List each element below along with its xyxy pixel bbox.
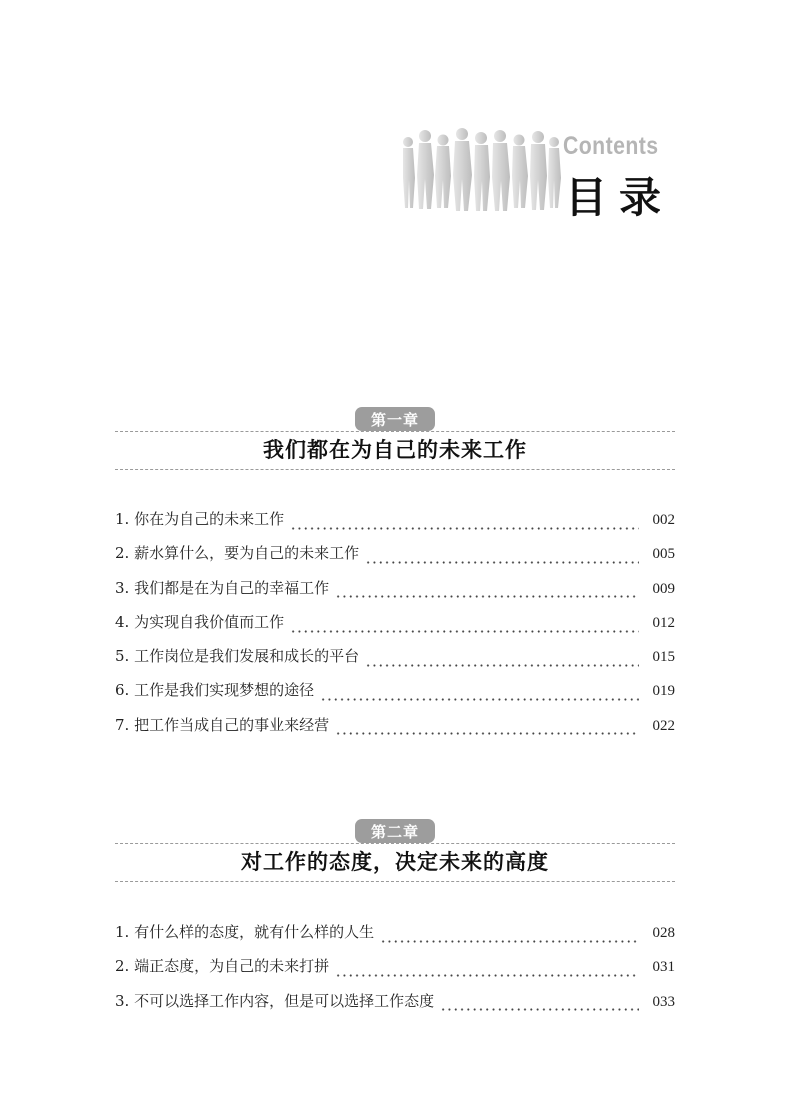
dot-leader xyxy=(290,527,639,530)
entry-title: 工作岗位是我们发展和成长的平台 xyxy=(134,647,360,666)
dot-leader xyxy=(335,732,639,735)
entry-number: 1. xyxy=(115,510,130,528)
chapter-title: 对工作的态度，决定未来的高度 xyxy=(241,849,549,874)
dot-leader xyxy=(320,698,639,701)
entry-number: 6. xyxy=(115,681,130,700)
toc-entry[interactable] xyxy=(115,611,675,645)
entry-title: 不可以选择工作内容，但是可以选择工作态度 xyxy=(134,991,435,1010)
page-number: 019 xyxy=(652,683,675,700)
dot-leader xyxy=(440,1008,639,1011)
divider xyxy=(115,881,675,882)
entry-title: 薪水算什么，要为自己的未来工作 xyxy=(134,544,360,563)
toc-list xyxy=(115,508,675,748)
entry-title: 工作是我们实现梦想的途径 xyxy=(134,681,315,700)
entry-title: 把工作当成自己的事业来经营 xyxy=(134,715,330,734)
dot-leader xyxy=(365,664,639,667)
page-number: 031 xyxy=(652,959,675,976)
toc-entry[interactable] xyxy=(115,577,675,611)
page-number: 005 xyxy=(652,546,675,563)
entry-title: 你在为自己的未来工作 xyxy=(134,510,285,528)
page-title: 目录 xyxy=(565,173,674,222)
divider xyxy=(115,431,675,432)
toc-list xyxy=(115,921,675,1024)
entry-number: 1. xyxy=(115,923,130,941)
entry-number: 2. xyxy=(115,544,130,563)
entry-number: 5. xyxy=(115,647,130,666)
page-number: 012 xyxy=(652,614,675,631)
dot-leader xyxy=(380,940,639,943)
page-number: 002 xyxy=(652,512,675,528)
crowd-silhouette-icon xyxy=(395,128,565,220)
chapter-badge: 第二章 xyxy=(355,819,435,843)
dot-leader xyxy=(365,561,639,564)
chapter-badge: 第一章 xyxy=(355,407,435,431)
entry-title: 有什么样的态度，就有什么样的人生 xyxy=(134,923,375,941)
page-number: 009 xyxy=(652,580,675,597)
page-number: 022 xyxy=(652,717,675,734)
entry-number: 2. xyxy=(115,957,130,976)
toc-entry[interactable] xyxy=(115,955,675,989)
entry-number: 4. xyxy=(115,612,130,631)
dot-leader xyxy=(290,630,639,633)
toc-entry[interactable] xyxy=(115,990,675,1024)
divider xyxy=(115,469,675,470)
toc-entry[interactable] xyxy=(115,645,675,679)
entry-title: 我们都是在为自己的幸福工作 xyxy=(134,578,330,597)
toc-entry[interactable] xyxy=(115,714,675,748)
chapter-title: 我们都在为自己的未来工作 xyxy=(263,437,527,462)
toc-entry[interactable] xyxy=(115,542,675,576)
page-number: 028 xyxy=(652,925,675,941)
toc-entry[interactable] xyxy=(115,921,675,955)
entry-title: 为实现自我价值而工作 xyxy=(134,612,285,631)
divider xyxy=(115,843,675,844)
entry-number: 7. xyxy=(115,715,130,734)
page-number: 033 xyxy=(652,993,675,1010)
toc-entry[interactable] xyxy=(115,679,675,713)
toc-entry[interactable] xyxy=(115,508,675,542)
page-number: 015 xyxy=(652,649,675,666)
entry-number: 3. xyxy=(115,578,130,597)
dot-leader xyxy=(335,595,639,598)
entry-title: 端正态度，为自己的未来打拼 xyxy=(134,957,330,976)
contents-label: Contents xyxy=(563,132,659,160)
entry-number: 3. xyxy=(115,991,130,1010)
dot-leader xyxy=(335,974,639,977)
